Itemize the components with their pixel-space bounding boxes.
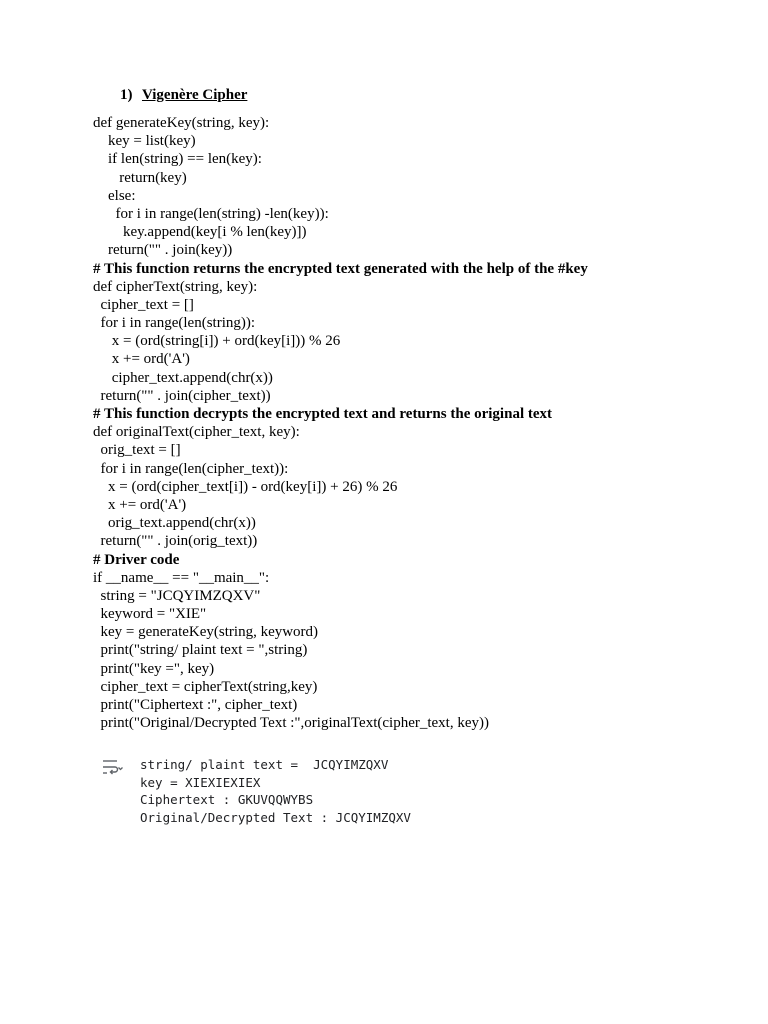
code-line: def cipherText(string, key): [93,278,258,295]
code-line: string = "JCQYIMZQXV" [93,587,261,604]
code-line: orig_text = [] [93,442,181,459]
code-comment-line: # This function returns the encrypted text generated with the help of the #key [93,260,588,277]
code-line: print("Ciphertext :", cipher_text) [93,697,298,713]
code-comment-line: # Driver code [93,551,180,568]
output-line: Ciphertext : GKUVQQWYBS [140,792,314,807]
code-line: keyword = "XIE" [93,606,207,623]
code-line: if len(string) == len(key): [93,151,262,168]
output-wrap-icon[interactable] [102,759,124,775]
code-line: def generateKey(string, key): [93,115,270,131]
code-listing [93,114,588,732]
code-line: def originalText(cipher_text, key): [93,424,300,441]
code-line: for i in range(len(string)): [93,315,256,332]
code-line: key.append(key[i % len(key)]) [93,224,307,241]
code-line: cipher_text = cipherText(string,key) [93,678,318,695]
code-line: x += ord('A') [93,351,190,368]
output-line: string/ plaint text = JCQYIMZQXV [140,757,389,772]
code-line: x = (ord(string[i]) + ord(key[i])) % 26 [93,333,341,350]
code-line: orig_text.append(chr(x)) [93,515,256,532]
code-line: print("key =", key) [93,660,215,677]
code-line: return("" . join(orig_text)) [93,533,258,550]
output-line: Original/Decrypted Text : JCQYIMZQXV [140,809,411,825]
code-line: for i in range(len(string) -len(key)): [93,205,329,222]
code-line: print("string/ plaint text = ",string) [93,642,308,659]
code-line: return("" . join(key)) [93,242,233,259]
code-line: return("" . join(cipher_text)) [93,387,271,404]
code-line: else: [93,187,136,204]
code-comment-line: # This function decrypts the encrypted text and returns the original text [93,406,553,422]
program-output [96,756,456,828]
code-line: cipher_text = [] [93,296,194,313]
output-text [140,756,411,826]
code-line: for i in range(len(cipher_text)): [93,460,289,477]
code-line: if __name__ == "__main__": [93,569,270,586]
code-line: print("Original/Decrypted Text :",originalText(cipher_text, key)) [93,715,489,732]
code-line: x += ord('A') [93,496,187,513]
code-line: key = list(key) [93,133,196,150]
code-line: x = (ord(cipher_text[i]) - ord(key[i]) + 26) % 26 [93,478,398,495]
code-line: return(key) [93,169,187,186]
code-line: cipher_text.append(chr(x)) [93,369,273,386]
output-line: key = XIEXIEXIEX [140,774,261,790]
code-line: key = generateKey(string, keyword) [93,624,319,641]
section-number: 1) [120,87,133,103]
section-heading [120,87,247,104]
section-title: Vigenère Cipher [141,87,248,103]
